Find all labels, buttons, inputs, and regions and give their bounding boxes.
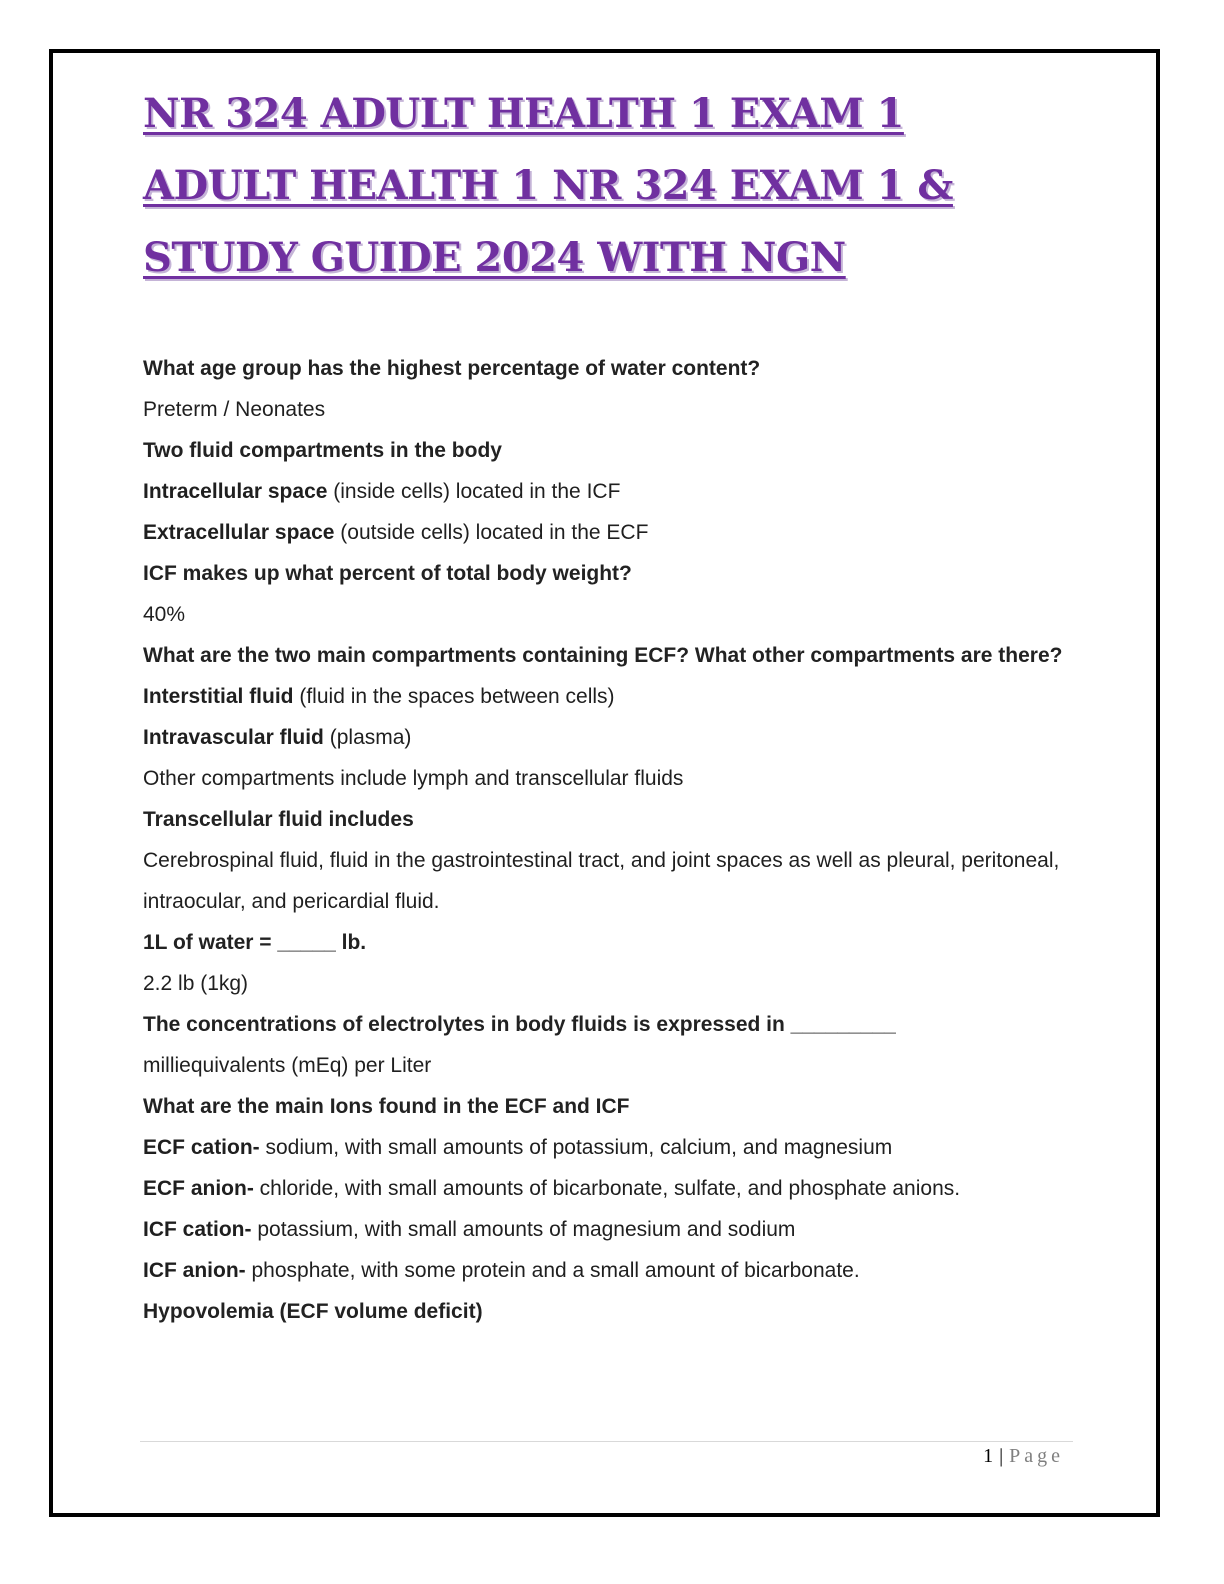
question-fluid-compartments: Two fluid compartments in the body: [143, 439, 502, 462]
footer-divider: [140, 1441, 1073, 1442]
definition-icf-cation: potassium, with small amounts of magnesium and sodium: [251, 1218, 796, 1241]
question-ecf-compartments: What are the two main compartments containing ECF? What other compartments are there?: [143, 644, 1063, 667]
term-intracellular: Intracellular space: [143, 480, 328, 503]
question-hypovolemia: Hypovolemia (ECF volume deficit): [143, 1300, 483, 1323]
term-ecf-cation: ECF cation-: [143, 1136, 260, 1159]
title-line-1: NR 324 ADULT HEALTH 1 EXAM 1: [143, 90, 904, 137]
page-footer: [983, 1445, 1064, 1468]
term-icf-anion: ICF anion-: [143, 1259, 246, 1282]
term-ecf-anion: ECF anion-: [143, 1177, 254, 1200]
footer-separator: |: [999, 1445, 1004, 1467]
answer-electrolyte-units: milliequivalents (mEq) per Liter: [143, 1054, 432, 1077]
answer-icf-anion: [143, 1250, 1083, 1291]
answer-icf-percent: 40%: [143, 603, 186, 626]
answer-interstitial: [143, 676, 1083, 717]
definition-extracellular: (outside cells) located in the ECF: [334, 521, 649, 544]
term-intravascular: Intravascular fluid: [143, 726, 324, 749]
definition-intravascular: (plasma): [323, 726, 412, 749]
term-extracellular: Extracellular space: [143, 521, 335, 544]
page-label: Page: [1009, 1445, 1064, 1467]
document-title: [143, 78, 1143, 294]
definition-ecf-anion: chloride, with small amounts of bicarbonate, sulfate, and phosphate anions.: [253, 1177, 961, 1200]
question-electrolyte-units: The concentrations of electrolytes in body fluids is expressed in _________: [143, 1013, 896, 1036]
page-number: 1: [983, 1445, 994, 1467]
title-line-2: ADULT HEALTH 1 NR 324 EXAM 1 &: [143, 162, 953, 209]
question-water-weight: 1L of water = _____ lb.: [143, 931, 367, 954]
term-icf-cation: ICF cation-: [143, 1218, 252, 1241]
title-line-3: STUDY GUIDE 2024 WITH NGN: [143, 234, 846, 281]
definition-icf-anion: phosphate, with some protein and a small amount of bicarbonate.: [245, 1259, 860, 1282]
answer-transcellular: Cerebrospinal fluid, fluid in the gastrointestinal tract, and joint spaces as well as pleural, peritoneal, intraocular, and pericardial fluid.: [143, 849, 1060, 913]
definition-interstitial: (fluid in the spaces between cells): [293, 685, 615, 708]
study-content: [143, 348, 1083, 1332]
answer-water-weight: 2.2 lb (1kg): [143, 972, 249, 995]
answer-intracellular: [143, 471, 1083, 512]
question-transcellular: Transcellular fluid includes: [143, 808, 414, 831]
answer-other-compartments: Other compartments include lymph and transcellular fluids: [143, 767, 684, 790]
answer-water-content: Preterm / Neonates: [143, 398, 326, 421]
answer-ecf-cation: [143, 1127, 1083, 1168]
answer-ecf-anion: [143, 1168, 1083, 1209]
term-interstitial: Interstitial fluid: [143, 685, 294, 708]
definition-intracellular: (inside cells) located in the ICF: [327, 480, 621, 503]
definition-ecf-cation: sodium, with small amounts of potassium, calcium, and magnesium: [259, 1136, 893, 1159]
answer-extracellular: [143, 512, 1083, 553]
question-main-ions: What are the main Ions found in the ECF and ICF: [143, 1095, 630, 1118]
question-icf-percent: ICF makes up what percent of total body weight?: [143, 562, 632, 585]
question-water-content: What age group has the highest percentage of water content?: [143, 357, 761, 380]
answer-icf-cation: [143, 1209, 1083, 1250]
answer-intravascular: [143, 717, 1083, 758]
